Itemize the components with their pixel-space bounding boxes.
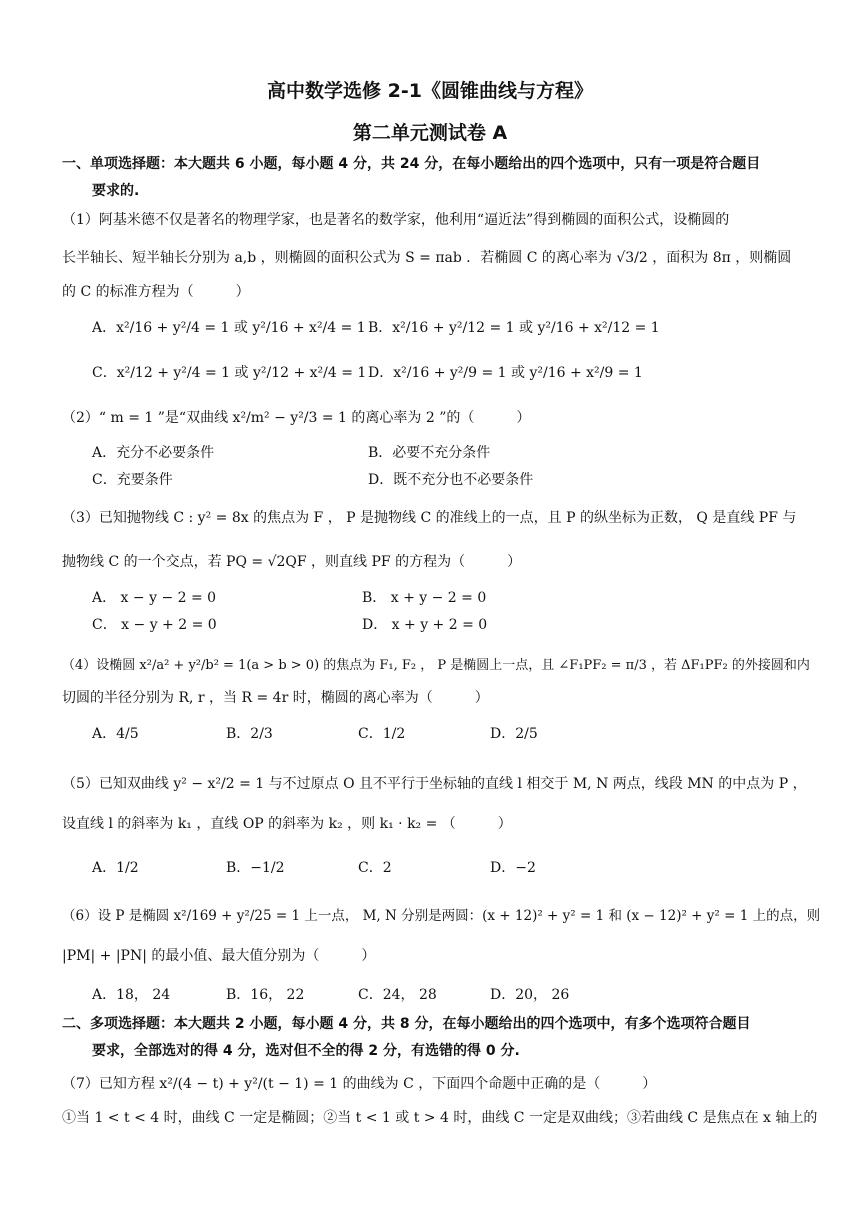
q6-option-d: D．20， 26 <box>490 987 570 1003</box>
q5-option-a: A．1/2 <box>92 860 139 876</box>
q6-option-b: B．16， 22 <box>226 987 305 1003</box>
section1-heading: 一、单项选择题：本大题共 6 小题，每小题 4 分，共 24 分，在每小题给出的四个选项中，只有一项是符合题目 <box>62 156 761 172</box>
q1-option-b: B．x²/16 + y²/12 = 1 或 y²/16 + x²/12 = 1 <box>368 320 660 336</box>
q5-option-d: D．−2 <box>490 860 536 876</box>
q6-option-a: A．18， 24 <box>92 987 171 1003</box>
section1-heading-cont: 要求的. <box>92 183 140 199</box>
page-subtitle: 第二单元测试卷 A <box>352 122 508 144</box>
q1-line1: （1）阿基米德不仅是著名的物理学家，也是著名的数学家，他利用“逼近法”得到椭圆的面积公式，设椭圆的 <box>62 212 730 228</box>
q4-line1: （4）设椭圆 x²/a² + y²/b² = 1(a > b > 0) 的焦点为 F₁, F₂ ， P 是椭圆上一点，且 ∠F₁PF₂ = π/3 ，若 ΔF₁PF₂ 的外接圆和内 <box>62 658 810 673</box>
q4-option-b: B．2/3 <box>226 726 273 742</box>
q4-option-a: A．4/5 <box>92 726 139 742</box>
q2-option-c: C．充要条件 <box>92 472 173 488</box>
section2-heading: 二、多项选择题：本大题共 2 小题，每小题 4 分，共 8 分，在每小题给出的四个选项中，有多个选项符合题目 <box>62 1016 751 1032</box>
q6-line2: |PM| + |PN| 的最小值、最大值分别为（ ） <box>62 948 376 964</box>
q5-option-b: B．−1/2 <box>226 860 285 876</box>
q4-option-c: C．1/2 <box>358 726 406 742</box>
q6-option-c: C．24， 28 <box>358 987 437 1003</box>
q5-line2: 设直线 l 的斜率为 k₁ ，直线 OP 的斜率为 k₂ ，则 k₁ · k₂ = （ ） <box>62 816 512 832</box>
q3-option-a: A． x − y − 2 = 0 <box>92 590 217 606</box>
q5-option-c: C．2 <box>358 860 392 876</box>
q7-line2: ①当 1 < t < 4 时，曲线 C 一定是椭圆；②当 t < 1 或 t > 4 时，曲线 C 一定是双曲线；③若曲线 C 是焦点在 x 轴上的 <box>62 1110 818 1126</box>
q2-line1: （2）“ m = 1 ”是“双曲线 x²/m² − y²/3 = 1 的离心率为 2 ”的（ ） <box>62 410 531 426</box>
q7-line1: （7）已知方程 x²/(4 − t) + y²/(t − 1) = 1 的曲线为 C ，下面四个命题中正确的是（ ） <box>62 1076 657 1092</box>
q1-option-a: A．x²/16 + y²/4 = 1 或 y²/16 + x²/4 = 1 <box>92 320 366 336</box>
q3-option-d: D． x + y + 2 = 0 <box>362 617 488 633</box>
q3-line1: （3）已知抛物线 C : y² = 8x 的焦点为 F ， P 是抛物线 C 的准线上的一点，且 P 的纵坐标为正数， Q 是直线 PF 与 <box>62 510 797 526</box>
q3-line2: 抛物线 C 的一个交点，若 PQ = √2QF ，则直线 PF 的方程为（ ） <box>62 554 522 570</box>
q3-option-b: B． x + y − 2 = 0 <box>362 590 487 606</box>
q2-option-b: B．必要不充分条件 <box>368 445 491 461</box>
q1-option-d: D．x²/16 + y²/9 = 1 或 y²/16 + x²/9 = 1 <box>368 365 643 381</box>
page-title: 高中数学选修 2-1《圆锥曲线与方程》 <box>267 80 593 102</box>
q4-line2: 切圆的半径分别为 R, r ，当 R = 4r 时，椭圆的离心率为（ ） <box>62 690 489 706</box>
q1-line3: 的 C 的标准方程为（ ） <box>62 284 250 300</box>
q4-option-d: D．2/5 <box>490 726 538 742</box>
q1-line2: 长半轴长、短半轴长分别为 a,b ，则椭圆的面积公式为 S = πab ．若椭圆 C 的离心率为 √3/2 ，面积为 8π ，则椭圆 <box>62 250 792 266</box>
q1-option-c: C．x²/12 + y²/4 = 1 或 y²/12 + x²/4 = 1 <box>92 365 367 381</box>
q2-option-d: D．既不充分也不必要条件 <box>368 472 534 488</box>
section2-heading-cont: 要求，全部选对的得 4 分，选对但不全的得 2 分，有选错的得 0 分. <box>92 1043 520 1059</box>
q5-line1: （5）已知双曲线 y² − x²/2 = 1 与不过原点 O 且不平行于坐标轴的直线 l 相交于 M, N 两点，线段 MN 的中点为 P ， <box>62 776 807 792</box>
q2-option-a: A．充分不必要条件 <box>92 445 215 461</box>
q6-line1: （6）设 P 是椭圆 x²/169 + y²/25 = 1 上一点， M, N 分别是两圆：(x + 12)² + y² = 1 和 (x − 12)² + y² = 1 上的点，则 <box>62 908 821 924</box>
q3-option-c: C． x − y + 2 = 0 <box>92 617 217 633</box>
